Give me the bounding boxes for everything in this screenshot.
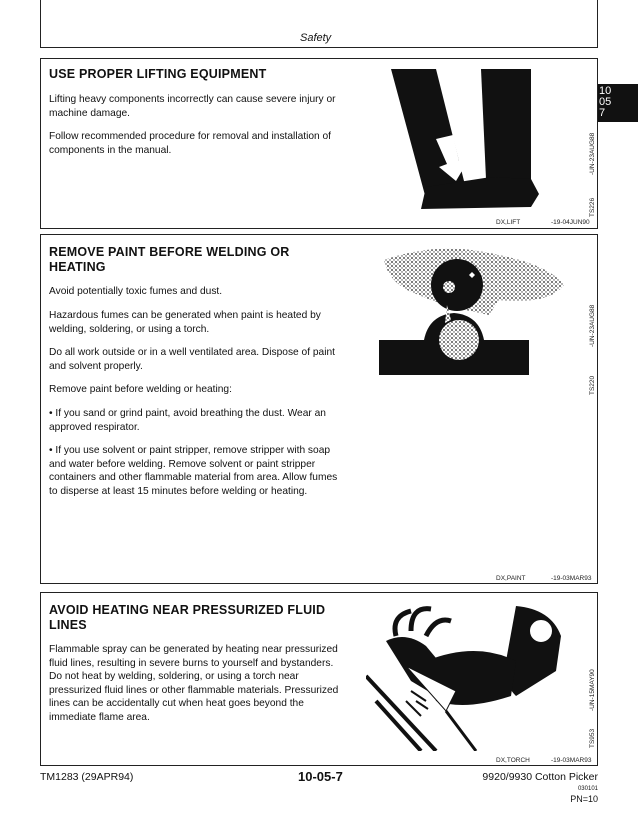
paint-image-date: -UN-23AUG88 <box>589 304 596 347</box>
torch-section <box>40 592 598 766</box>
torch-footer-date: -19-03MAR93 <box>551 757 592 764</box>
paint-fumes-illustration <box>379 245 569 375</box>
paint-section <box>40 234 598 584</box>
lifting-para-1: Lifting heavy components incorrectly can cause severe injury or machine damage. <box>49 94 336 119</box>
lifting-image-code: TS226 <box>589 197 596 217</box>
torch-footer-id: DX,TORCH <box>496 757 530 764</box>
product-name: 9920/9930 Cotton Picker <box>482 771 598 783</box>
paint-footer-date: -19-03MAR93 <box>551 575 592 582</box>
page-number: 10-05-7 <box>298 769 343 784</box>
lifting-footer-id: DX,LIFT <box>496 219 521 226</box>
lifting-footer-date: -19-04JUN90 <box>551 219 590 226</box>
pn-number: PN=10 <box>570 794 598 804</box>
paint-footer-id: DX,PAINT <box>496 575 526 582</box>
lifting-image-date: -UN-23AUG88 <box>589 132 596 175</box>
header-left-rule <box>40 0 41 48</box>
lifting-para-2: Follow recommended procedure for removal and installation of components in the manual. <box>49 131 331 156</box>
torch-para-1: Flammable spray can be generated by heating near pressurized fluid lines, resulting in severe burns to yourself and bystanders. Do not heat by welding, soldering, or using a torch near pressurized fluid lines or other flammable materials. Pressurized lines can be accidentally cut when heat goes beyond the immediate flame area. <box>49 644 339 723</box>
paint-para-1: Avoid potentially toxic fumes and dust. <box>49 286 223 297</box>
torch-title: AVOID HEATING NEAR PRESSURIZED FLUID LINES <box>49 603 326 632</box>
paint-para-6: • If you use solvent or paint stripper, remove stripper with soap and water before welding. Remove solvent or paint stripper containers and other flammable material from area. Allow fumes to disperse at least 15 minutes before welding or heating. <box>49 445 338 497</box>
lifting-title: USE PROPER LIFTING EQUIPMENT <box>49 67 267 81</box>
paint-image-code: TS220 <box>589 375 596 395</box>
torch-image-code: TS953 <box>589 728 596 748</box>
tab-line-1: 10 <box>599 85 612 97</box>
tab-line-3: 7 <box>599 107 606 119</box>
manual-number: TM1283 (29APR94) <box>40 771 134 783</box>
paint-para-3: Do all work outside or in a well ventilated area. Dispose of paint and solvent properly. <box>49 347 335 372</box>
paint-title: REMOVE PAINT BEFORE WELDING OR HEATING <box>49 245 290 274</box>
lifting-section <box>40 58 598 229</box>
paint-para-2: Hazardous fumes can be generated when paint is heated by welding, soldering, or using a torch. <box>49 310 321 335</box>
small-code: 030101 <box>577 786 598 792</box>
paint-para-4: Remove paint before welding or heating: <box>49 384 232 395</box>
header-right-rule <box>597 0 598 48</box>
section-title: Safety <box>300 32 332 44</box>
lifting-illustration <box>381 69 581 219</box>
paint-para-5: • If you sand or grind paint, avoid breathing the dust. Wear an approved respirator. <box>49 408 326 433</box>
header-rule <box>40 47 598 48</box>
torch-illustration <box>366 601 586 751</box>
torch-image-date: -UN-15MAY90 <box>589 669 596 711</box>
tab-line-2: 05 <box>599 96 612 108</box>
